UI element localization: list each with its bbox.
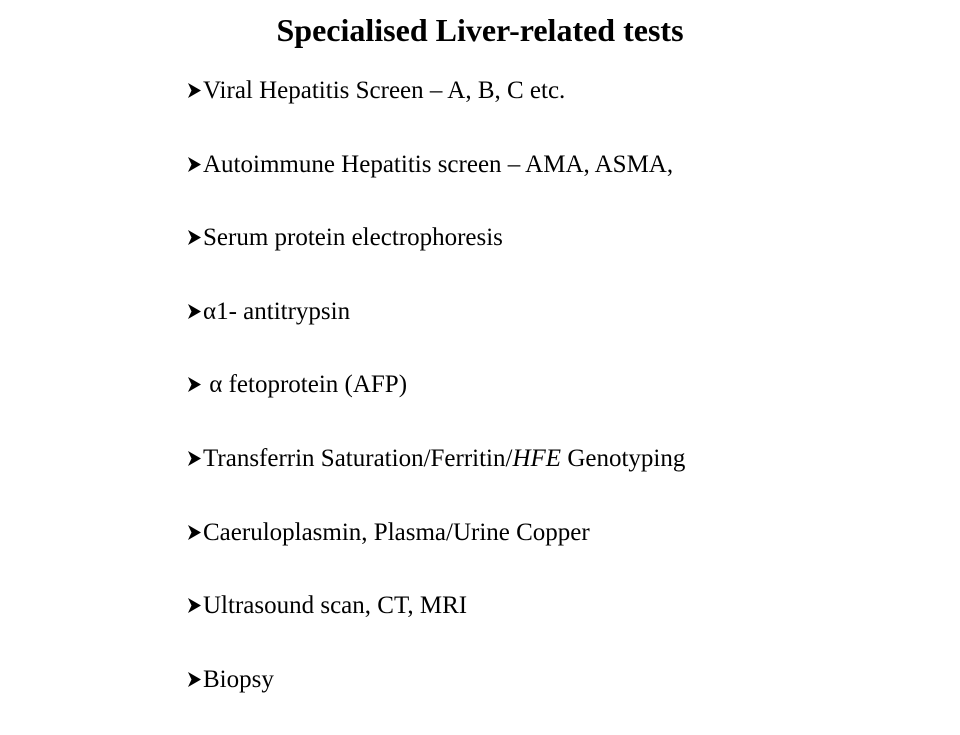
list-item [188, 367, 685, 441]
bullet-text: Biopsy [203, 665, 274, 693]
slide-title: Specialised Liver-related tests [276, 12, 684, 48]
bullet-text: Ultrasound scan, CT, MRI [203, 592, 468, 620]
arrow-bullet-icon [188, 147, 203, 183]
bullet-text: Viral Hepatitis Screen – A, B, C etc. [203, 77, 566, 104]
bullet-text: α1- antitrypsin [203, 297, 351, 325]
bullet-text: α fetoprotein (AFP) [203, 371, 408, 399]
arrow-bullet-icon [188, 220, 203, 256]
bullet-text: Serum protein electrophoresis [203, 224, 503, 252]
bullet-text-part: Genotyping [561, 444, 686, 472]
list-item [188, 294, 685, 368]
arrow-bullet-icon [188, 441, 203, 477]
list-item [188, 515, 685, 589]
bullet-list [188, 73, 685, 735]
arrow-bullet-icon [188, 588, 203, 624]
bullet-text: Caeruloplasmin, Plasma/Urine Copper [203, 518, 590, 546]
list-item [188, 73, 685, 147]
list-item [188, 662, 685, 735]
arrow-bullet-icon [188, 294, 203, 330]
bullet-text: Autoimmune Hepatitis screen – AMA, ASMA, [203, 150, 674, 178]
list-item [188, 588, 685, 662]
arrow-bullet-icon [188, 662, 203, 698]
list-item [188, 220, 685, 294]
list-item [188, 441, 685, 515]
arrow-bullet-icon [188, 367, 203, 403]
arrow-bullet-icon [188, 73, 203, 109]
gene-name: HFE [512, 444, 562, 472]
arrow-bullet-icon [188, 515, 203, 551]
bullet-text [203, 441, 685, 477]
bullet-text-part: Transferrin Saturation/Ferritin/ [203, 444, 513, 472]
list-item [188, 147, 685, 221]
